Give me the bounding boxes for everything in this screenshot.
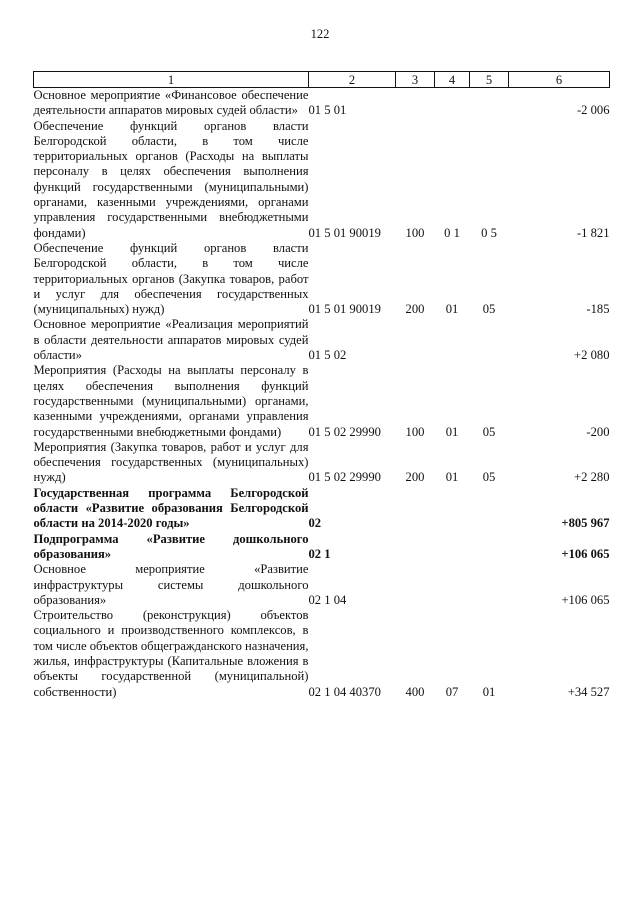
- row-name-text: Основное мероприятие «Реализация мероприятий в области деятельности аппаратов мировых судей области»: [33, 317, 309, 363]
- row-section-cell: 01: [445, 302, 459, 317]
- row-name-text: Государственная программа Белгородской области «Развитие образования Белгородской области на 2014-2020 годы»: [33, 485, 309, 531]
- row-name-cell: [34, 317, 309, 363]
- row-subsection-cell: 05: [482, 424, 496, 439]
- row-section-cell: [435, 486, 470, 532]
- page-number: 122: [310, 27, 330, 41]
- row-code-cell: 01 5 01 90019: [308, 225, 381, 240]
- row-subsection-cell: [470, 532, 509, 563]
- row-name-cell: [34, 241, 309, 317]
- row-section-cell: [435, 317, 470, 363]
- row-subsection-cell: 0 5: [481, 225, 497, 240]
- row-name-text: Мероприятия (Закупка товаров, работ и услуг для обеспечения государственных (муниципальных) нужд): [33, 439, 309, 485]
- row-code-cell: 02 1 04 40370: [308, 684, 381, 699]
- row-name-text: Основное мероприятие «Финансовое обеспечение деятельности аппаратов мировых судей области»: [33, 88, 309, 118]
- row-name-text: Основное мероприятие «Развитие инфраструктуры системы дошкольного образования»: [33, 562, 309, 607]
- row-code-cell: 01 5 02 29990: [308, 424, 381, 439]
- table-header-row: [34, 72, 610, 88]
- table-row: [34, 88, 610, 119]
- row-expense-type-cell: 100: [405, 424, 425, 439]
- row-expense-type-cell: [396, 532, 435, 563]
- row-amount-cell: +106 065: [561, 546, 610, 561]
- row-subsection-cell: 05: [482, 470, 496, 485]
- row-amount-cell: -1 821: [576, 225, 610, 240]
- budget-table: [33, 71, 610, 700]
- row-expense-type-cell: 400: [405, 684, 425, 699]
- row-amount-cell: +2 280: [574, 470, 610, 485]
- row-name-cell: [34, 486, 309, 532]
- row-code-cell: 01 5 01: [308, 103, 347, 118]
- table-row: [34, 317, 610, 363]
- row-section-cell: 01: [445, 470, 459, 485]
- row-name-text: Строительство (реконструкция) объектов социального и производственного комплексов, в том числе объектов общегражданского назначения, жилья, инфраструктуры (Капитальные вложения в объекты государственной (муниципальной) собственности): [33, 608, 309, 699]
- row-expense-type-cell: 200: [405, 302, 425, 317]
- column-header: 4: [435, 72, 470, 88]
- table-row: [34, 440, 610, 486]
- row-amount-cell: +34 527: [567, 684, 610, 699]
- row-code-cell: 01 5 01 90019: [308, 302, 381, 317]
- table-row: [34, 363, 610, 439]
- row-name-text: Обеспечение функций органов власти Белгородской области, в том числе территориальных органов (Расходы на выплаты персоналу в целях обеспечения выполнения функций государственными (муниципальными) органами, казенными учреждениями, органами управления государственными внебюджетными фондами): [33, 118, 309, 240]
- table-row: [34, 562, 610, 608]
- row-name-text: Обеспечение функций органов власти Белгородской области, в том числе территориальных органов (Закупка товаров, работ и услуг для обеспечения государственных (муниципальных) нужд): [33, 240, 309, 317]
- row-name-text: Подпрограмма «Развитие дошкольного образования»: [33, 531, 309, 561]
- column-header: 1: [34, 72, 309, 88]
- row-name-cell: [34, 608, 309, 700]
- row-expense-type-cell: 100: [405, 225, 425, 240]
- row-code-cell: 02 1 04: [308, 592, 347, 607]
- row-code-cell: 02 1: [308, 546, 331, 561]
- table-row: [34, 608, 610, 700]
- table-row: [34, 532, 610, 563]
- table-row: [34, 119, 610, 241]
- row-expense-type-cell: [396, 88, 435, 119]
- row-name-cell: [34, 562, 309, 608]
- row-code-cell: 01 5 02 29990: [308, 470, 381, 485]
- row-amount-cell: +2 080: [574, 348, 610, 363]
- row-name-cell: [34, 363, 309, 439]
- row-expense-type-cell: [396, 486, 435, 532]
- row-section-cell: 07: [445, 684, 459, 699]
- table-row: [34, 241, 610, 317]
- row-subsection-cell: [470, 88, 509, 119]
- row-section-cell: [435, 562, 470, 608]
- row-subsection-cell: [470, 317, 509, 363]
- row-subsection-cell: 05: [482, 302, 496, 317]
- row-name-cell: [34, 440, 309, 486]
- row-name-cell: [34, 88, 309, 119]
- row-subsection-cell: [470, 562, 509, 608]
- column-header: 6: [509, 72, 610, 88]
- row-expense-type-cell: [396, 317, 435, 363]
- row-subsection-cell: 01: [482, 684, 496, 699]
- row-amount-cell: -200: [586, 424, 610, 439]
- row-amount-cell: +805 967: [561, 516, 610, 531]
- row-section-cell: [435, 532, 470, 563]
- column-header: 3: [396, 72, 435, 88]
- row-section-cell: 01: [445, 424, 459, 439]
- row-subsection-cell: [470, 486, 509, 532]
- table-row: [34, 486, 610, 532]
- column-header: 5: [470, 72, 509, 88]
- row-section-cell: [435, 88, 470, 119]
- column-header: 2: [309, 72, 396, 88]
- row-amount-cell: -2 006: [576, 103, 610, 118]
- row-amount-cell: -185: [586, 302, 610, 317]
- row-code-cell: 02: [308, 516, 322, 531]
- row-expense-type-cell: [396, 562, 435, 608]
- row-name-cell: [34, 532, 309, 563]
- row-name-cell: [34, 119, 309, 241]
- row-code-cell: 01 5 02: [308, 348, 347, 363]
- row-amount-cell: +106 065: [561, 592, 610, 607]
- row-name-text: Мероприятия (Расходы на выплаты персоналу в целях обеспечения выполнения функций государственными (муниципальными) органами, казенными учреждениями, органами управления государственными внебюджетными фондами): [33, 363, 309, 439]
- row-expense-type-cell: 200: [405, 470, 425, 485]
- row-section-cell: 0 1: [444, 225, 460, 240]
